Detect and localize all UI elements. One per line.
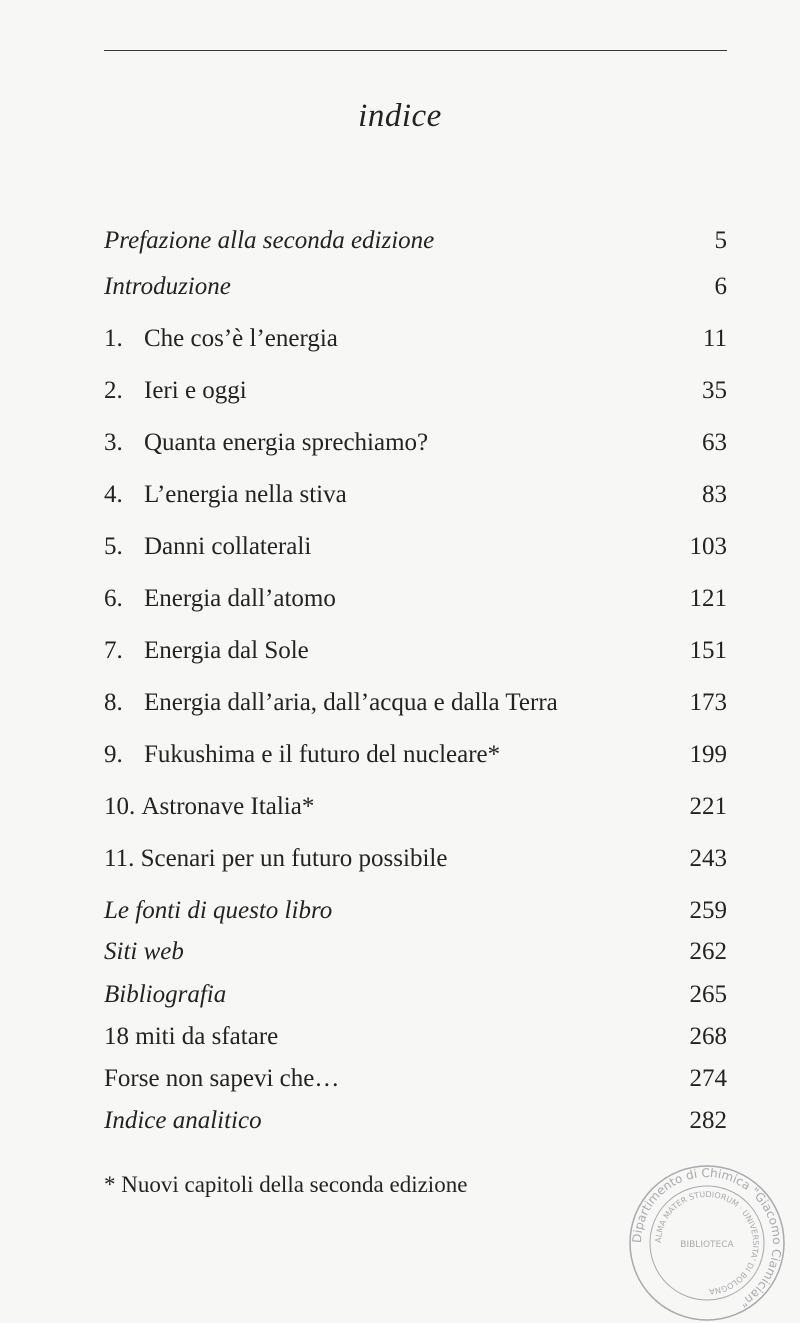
toc-entry-page: 262 bbox=[689, 938, 727, 965]
toc-entry-label: Le fonti di questo libro bbox=[104, 897, 333, 924]
toc-entry-page: 63 bbox=[702, 429, 727, 456]
toc-entry-websites bbox=[104, 934, 727, 970]
toc-chapter-number: 3. bbox=[104, 429, 123, 456]
toc-entry-myths bbox=[104, 1019, 727, 1055]
toc-entry-label: Energia dall’aria, dall’acqua e dalla Terra bbox=[144, 689, 558, 716]
toc-entry-title: Astronave Italia* bbox=[141, 793, 315, 820]
toc-entry-label: Bibliografia bbox=[104, 981, 227, 1008]
toc-entry-analytic-index bbox=[104, 1103, 727, 1139]
toc-entry-page: 199 bbox=[689, 741, 727, 768]
toc-chapter-1 bbox=[104, 321, 727, 357]
toc-entry-page: 259 bbox=[689, 897, 727, 924]
toc-entry-page: 11 bbox=[702, 325, 727, 352]
toc-entry-sources bbox=[104, 893, 727, 929]
toc-entry-page: 6 bbox=[714, 273, 727, 300]
toc-entry-page: 265 bbox=[689, 981, 727, 1008]
toc-entry-preface bbox=[104, 223, 727, 259]
toc-chapter-number: 4. bbox=[104, 481, 123, 508]
library-stamp bbox=[627, 1163, 787, 1323]
toc-entry-introduction bbox=[104, 269, 727, 305]
toc-entry-label: Fukushima e il futuro del nucleare* bbox=[144, 741, 501, 768]
page-title: indice bbox=[358, 98, 442, 134]
stamp-outer-text: Dipartimento di Chimica "Giacomo Ciamician" bbox=[629, 1165, 785, 1311]
toc-entry-page: 151 bbox=[689, 637, 727, 664]
toc-entry-page: 83 bbox=[702, 481, 727, 508]
toc-entry-page: 35 bbox=[702, 377, 727, 404]
toc-entry-label: Energia dal Sole bbox=[144, 637, 309, 664]
toc-entry-label: Forse non sapevi che… bbox=[104, 1065, 340, 1092]
toc-entry-label: 18 miti da sfatare bbox=[104, 1023, 279, 1050]
toc-entry-label: L’energia nella stiva bbox=[144, 481, 347, 508]
toc-entry-label: Prefazione alla seconda edizione bbox=[104, 227, 435, 254]
stamp-center-text: BIBLIOTECA bbox=[680, 1240, 734, 1250]
footnote: * Nuovi capitoli della seconda edizione bbox=[104, 1172, 468, 1197]
toc-chapter-number: 9. bbox=[104, 741, 123, 768]
toc-entry-label bbox=[104, 789, 314, 825]
toc-chapter-number: 1. bbox=[104, 325, 123, 352]
toc-entry-label: Quanta energia sprechiamo? bbox=[144, 429, 429, 456]
toc-entry-bibliography bbox=[104, 977, 727, 1013]
toc-entry-label: Indice analitico bbox=[104, 1107, 262, 1134]
toc-entry-label: Ieri e oggi bbox=[144, 377, 247, 404]
toc-entry-title: Scenari per un futuro possibile bbox=[140, 845, 448, 872]
toc-entry-page: 274 bbox=[689, 1065, 727, 1092]
toc-entry-page: 103 bbox=[689, 533, 727, 560]
toc-chapter-9 bbox=[104, 737, 727, 773]
toc-chapter-number: 2. bbox=[104, 377, 123, 404]
toc-chapter-8 bbox=[104, 685, 727, 721]
toc-chapter-11 bbox=[104, 841, 727, 877]
toc-entry-label: Siti web bbox=[104, 938, 184, 965]
toc-entry-page: 282 bbox=[689, 1107, 727, 1134]
toc-chapter-5 bbox=[104, 529, 727, 565]
toc-chapter-number: 11. bbox=[104, 845, 135, 872]
toc-chapter-3 bbox=[104, 425, 727, 461]
table-of-contents bbox=[104, 0, 727, 1321]
toc-chapter-number: 7. bbox=[104, 637, 123, 664]
toc-entry-page: 243 bbox=[689, 845, 727, 872]
toc-entry-label bbox=[104, 841, 447, 877]
toc-chapter-number: 8. bbox=[104, 689, 123, 716]
toc-entry-page: 173 bbox=[689, 689, 727, 716]
toc-chapter-7 bbox=[104, 633, 727, 669]
toc-chapter-6 bbox=[104, 581, 727, 617]
toc-chapter-number: 5. bbox=[104, 533, 123, 560]
toc-chapter-2 bbox=[104, 373, 727, 409]
toc-entry-page: 221 bbox=[689, 793, 727, 820]
toc-chapter-4 bbox=[104, 477, 727, 513]
toc-entry-label: Energia dall’atomo bbox=[144, 585, 336, 612]
toc-chapter-number: 10. bbox=[104, 793, 136, 820]
toc-entry-did-you-know bbox=[104, 1061, 727, 1097]
toc-entry-page: 5 bbox=[714, 227, 727, 254]
toc-entry-label: Che cos’è l’energia bbox=[144, 325, 338, 352]
toc-entry-page: 121 bbox=[689, 585, 727, 612]
toc-chapter-10 bbox=[104, 789, 727, 825]
toc-entry-page: 268 bbox=[689, 1023, 727, 1050]
toc-entry-label: Introduzione bbox=[104, 273, 231, 300]
toc-chapter-number: 6. bbox=[104, 585, 123, 612]
toc-entry-label: Danni collaterali bbox=[144, 533, 312, 560]
stamp-inner-text: ALMA MATER STUDIORUM · UNIVERSITA' DI BOLOGNA bbox=[653, 1189, 761, 1297]
